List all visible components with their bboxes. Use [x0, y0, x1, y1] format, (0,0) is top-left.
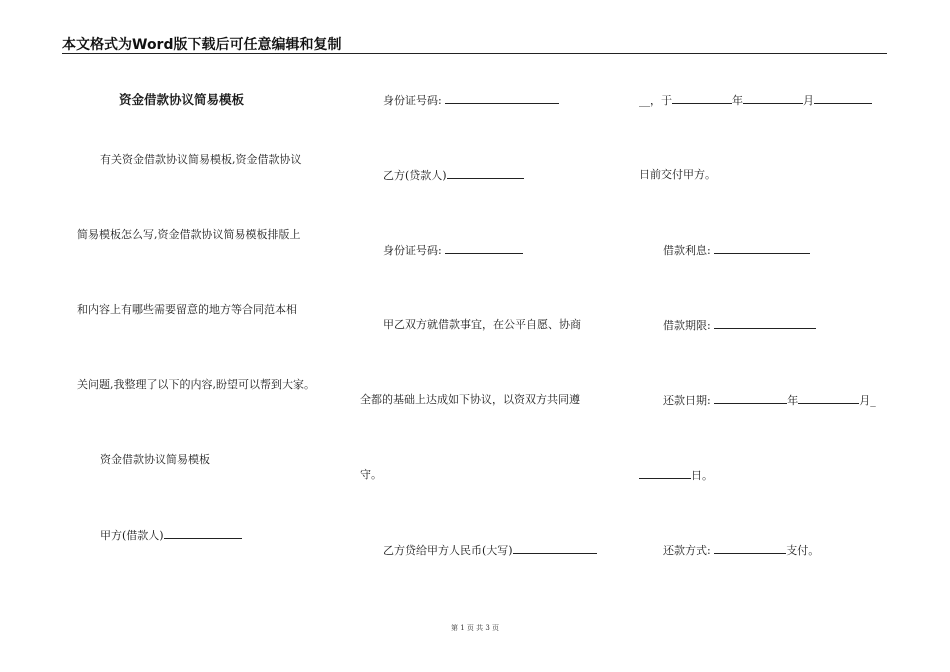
delivery-prefix: __，于: [639, 94, 672, 107]
repay-year-label: 年: [787, 394, 799, 407]
repay-day-line: [639, 468, 713, 483]
party-a-line: [100, 528, 242, 543]
term-label: 借款期限:: [663, 319, 711, 332]
id-b-blank[interactable]: [445, 243, 523, 254]
party-b-blank[interactable]: [447, 168, 524, 179]
lend-amount-label: 乙方贷给甲方人民币(大写): [383, 544, 513, 557]
agreement-para-line-2: 全都的基础上达成如下协议，以资双方共同遵: [360, 393, 580, 406]
delivery-month-label: 月: [803, 94, 814, 107]
banner-divider: [62, 53, 887, 54]
party-b-label: 乙方(贷款人): [383, 169, 447, 182]
page-footer: 第 1 页 共 3 页: [450, 624, 500, 632]
id-a-blank[interactable]: [445, 93, 559, 104]
repay-method-line: [663, 543, 819, 558]
intro-line-2: 简易模板怎么写,资金借款协议简易模板排版上: [77, 228, 301, 241]
repay-day-label: 日。: [691, 469, 713, 482]
interest-blank[interactable]: [714, 243, 810, 254]
delivery-month-blank[interactable]: [743, 93, 803, 104]
repay-year-blank[interactable]: [714, 393, 787, 404]
interest-line: [663, 243, 810, 258]
id-a-label: 身份证号码:: [383, 94, 442, 107]
section-subtitle: 资金借款协议简易模板: [100, 453, 210, 466]
document-banner: 本文格式为Word版下载后可任意编辑和复制: [62, 37, 342, 53]
repay-day-blank[interactable]: [639, 468, 691, 479]
repay-month-blank[interactable]: [798, 393, 859, 404]
intro-line-1: 有关资金借款协议简易模板,资金借款协议: [100, 153, 302, 166]
interest-label: 借款利息:: [663, 244, 711, 257]
agreement-para-line-3: 守。: [360, 468, 382, 481]
repay-month-label: 月_: [859, 394, 876, 407]
lend-amount-blank[interactable]: [513, 543, 597, 554]
delivery-year-blank[interactable]: [672, 93, 732, 104]
id-a-line: [383, 93, 559, 108]
party-a-blank[interactable]: [164, 528, 242, 539]
term-blank[interactable]: [714, 318, 816, 329]
document-title: 资金借款协议简易模板: [119, 92, 245, 107]
delivery-text: 日前交付甲方。: [639, 168, 716, 181]
pay-label: 支付。: [786, 544, 820, 557]
intro-line-3: 和内容上有哪些需要留意的地方等合同范本相: [77, 303, 297, 316]
delivery-year-label: 年: [732, 94, 743, 107]
repay-method-label: 还款方式:: [663, 544, 711, 557]
intro-line-4: 关问题,我整理了以下的内容,盼望可以帮到大家。: [77, 378, 315, 391]
id-b-label: 身份证号码:: [383, 244, 442, 257]
lend-amount-line: [383, 543, 597, 558]
party-b-line: [383, 168, 524, 183]
delivery-day-blank[interactable]: [814, 93, 872, 104]
repay-date-line: [663, 393, 876, 408]
agreement-para-line-1: 甲乙双方就借款事宜，在公平自愿、协商: [383, 318, 581, 331]
repay-method-blank[interactable]: [714, 543, 786, 554]
term-line: [663, 318, 816, 333]
delivery-date-line: [639, 93, 872, 108]
id-b-line: [383, 243, 523, 258]
repay-date-label: 还款日期:: [663, 394, 711, 407]
party-a-label: 甲方(借款人): [100, 529, 164, 542]
